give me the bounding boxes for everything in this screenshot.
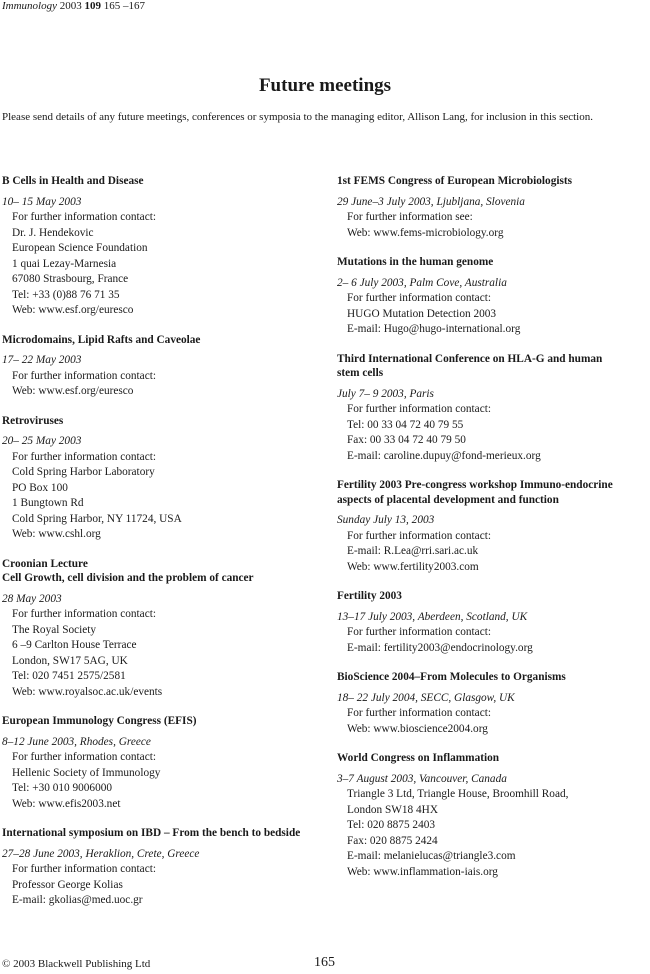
meeting-title-line: Croonian Lecture <box>2 557 88 570</box>
meeting-title <box>337 174 642 189</box>
meeting-entry <box>2 714 307 812</box>
meeting-title <box>337 670 642 685</box>
contact-line: For further information contact: <box>347 626 491 638</box>
right-column <box>337 174 642 894</box>
intro-text: Please send details of any future meetings, conferences or symposia to the managing editor, Allison Lang, for inclusion in this section. <box>2 111 593 123</box>
contact-line: Triangle 3 Ltd, Triangle House, Broomhill Road, <box>347 788 569 800</box>
meeting-date: 10– 15 May 2003 <box>2 195 82 208</box>
meeting-title-line: European Immunology Congress (EFIS) <box>2 715 197 727</box>
meeting-entry <box>337 670 642 737</box>
meeting-title-line: B Cells in Health and Disease <box>2 175 144 187</box>
contact-line: Web: www.bioscience2004.org <box>347 722 488 735</box>
meeting-date: 27–28 June 2003, Heraklion, Crete, Greece <box>2 847 200 860</box>
journal-volume: 109 <box>84 0 101 12</box>
meeting-date: 8–12 June 2003, Rhodes, Greece <box>2 735 151 748</box>
contact-line: Cold Spring Harbor, NY 11724, USA <box>12 512 182 525</box>
meeting-entry <box>337 255 642 338</box>
meeting-date: 29 June–3 July 2003, Ljubljana, Slovenia <box>337 195 525 208</box>
contact-line: Web: www.fems-microbiology.org <box>347 226 504 239</box>
meeting-title-line: Microdomains, Lipid Rafts and Caveolae <box>2 333 201 346</box>
contact-line: Web: www.efis2003.net <box>12 797 121 810</box>
contact-line: London SW18 4HX <box>347 803 438 816</box>
meeting-date: 13–17 July 2003, Aberdeen, Scotland, UK <box>337 610 528 623</box>
meeting-title <box>2 714 307 729</box>
meeting-entry <box>337 751 642 880</box>
contact-line: Tel: 00 33 04 72 40 79 55 <box>347 418 464 431</box>
contact-line: Fax: 00 33 04 72 40 79 50 <box>347 434 466 446</box>
meeting-title-line: World Congress on Inflammation <box>337 752 500 764</box>
contact-line: London, SW17 5AG, UK <box>12 654 128 667</box>
meeting-title <box>2 174 307 189</box>
meeting-title-line: aspects of placental development and function <box>337 493 559 506</box>
copyright-notice: © 2003 Blackwell Publishing Ltd <box>2 958 151 970</box>
meeting-title-line: 1st FEMS Congress of European Microbiologists <box>337 175 573 187</box>
meeting-title <box>337 352 642 381</box>
contact-line: For further information contact: <box>12 751 156 763</box>
contact-line: For further information contact: <box>12 369 156 382</box>
meeting-date: 18– 22 July 2004, SECC, Glasgow, UK <box>337 691 515 704</box>
meeting-entry <box>2 174 307 319</box>
meeting-title-line: International symposium on IBD – From the bench to bedside <box>2 827 301 839</box>
contact-line: 67080 Strasbourg, France <box>12 273 129 285</box>
contact-line: For further information contact: <box>347 529 491 542</box>
contact-line: Hellenic Society of Immunology <box>12 766 161 779</box>
contact-line: European Science Foundation <box>12 242 148 254</box>
meeting-title <box>2 826 307 841</box>
contact-line: For further information contact: <box>347 707 491 719</box>
meeting-entry <box>2 557 307 701</box>
contact-line: For further information contact: <box>12 608 156 620</box>
contact-line: 6 –9 Carlton House Terrace <box>12 639 137 651</box>
contact-line: For further information contact: <box>347 292 491 304</box>
meeting-title <box>2 333 307 348</box>
meeting-title <box>2 414 307 429</box>
contact-line: E-mail: melanielucas@triangle3.com <box>347 850 516 862</box>
journal-name: Immunology <box>2 0 57 12</box>
meeting-date: Sunday July 13, 2003 <box>337 514 435 526</box>
contact-line: PO Box 100 <box>12 481 68 494</box>
meeting-entry <box>337 478 642 575</box>
meeting-entry <box>2 333 307 400</box>
contact-line: Tel: 020 8875 2403 <box>347 819 436 831</box>
contact-line: For further information contact: <box>12 211 156 223</box>
left-column <box>2 174 307 923</box>
contact-line: Tel: 020 7451 2575/2581 <box>12 670 126 682</box>
contact-line: For further information see: <box>347 211 473 223</box>
contact-line: Professor George Kolias <box>12 878 123 891</box>
contact-line: Tel: +30 010 9006000 <box>12 782 113 794</box>
meeting-date: 3–7 August 2003, Vancouver, Canada <box>337 772 507 785</box>
running-head <box>2 0 145 12</box>
meeting-title-line: BioScience 2004–From Molecules to Organisms <box>337 671 566 683</box>
contact-line: The Royal Society <box>12 623 97 636</box>
meeting-date: 20– 25 May 2003 <box>2 435 82 447</box>
contact-line: E-mail: gkolias@med.uoc.gr <box>12 894 143 906</box>
contact-line: Web: www.fertility2003.com <box>347 560 479 573</box>
contact-line: For further information contact: <box>12 863 156 875</box>
meeting-title-line: Fertility 2003 Pre-congress workshop Immuno-endocrine <box>337 479 613 491</box>
contact-line: Dr. J. Hendekovic <box>12 226 94 239</box>
meeting-date: July 7– 9 2003, Paris <box>337 387 434 400</box>
meeting-title-line: Cell Growth, cell division and the problem of cancer <box>2 572 254 584</box>
page-number: 165 <box>314 955 335 970</box>
contact-line: Tel: +33 (0)88 76 71 35 <box>12 288 120 301</box>
contact-line: E-mail: fertility2003@endocrinology.org <box>347 641 533 654</box>
page-title: Future meetings <box>258 75 392 96</box>
contact-line: Web: www.esf.org/euresco <box>12 304 134 316</box>
meeting-title <box>337 589 642 604</box>
contact-line: Web: www.royalsoc.ac.uk/events <box>12 685 163 698</box>
meeting-date: 28 May 2003 <box>2 592 62 605</box>
meeting-entry <box>337 589 642 656</box>
meeting-title <box>2 557 307 586</box>
contact-line: For further information contact: <box>347 403 491 415</box>
meeting-title-line: Fertility 2003 <box>337 590 402 602</box>
meeting-title-line: Retroviruses <box>2 414 64 427</box>
meeting-date: 17– 22 May 2003 <box>2 354 82 366</box>
journal-year: 2003 <box>59 0 82 12</box>
meeting-title <box>337 478 642 507</box>
meeting-entry <box>2 826 307 909</box>
meeting-title-line: stem cells <box>337 367 384 379</box>
meeting-entry <box>337 174 642 241</box>
contact-line: E-mail: Hugo@hugo-international.org <box>347 323 521 335</box>
meeting-title <box>337 751 642 766</box>
meeting-title <box>337 255 642 270</box>
contact-line: Web: www.esf.org/euresco <box>12 385 134 397</box>
contact-line: 1 quai Lezay-Marnesia <box>12 257 117 270</box>
contact-line: Web: www.cshl.org <box>12 528 101 540</box>
meeting-title-line: Mutations in the human genome <box>337 256 494 268</box>
contact-line: Fax: 020 8875 2424 <box>347 834 438 847</box>
contact-line: For further information contact: <box>12 450 156 463</box>
contact-line: E-mail: R.Lea@rri.sari.ac.uk <box>347 545 479 557</box>
meeting-date: 2– 6 July 2003, Palm Cove, Australia <box>337 276 507 289</box>
meeting-title-line: Third International Conference on HLA-G and human <box>337 352 603 365</box>
meeting-entry <box>337 352 642 465</box>
meeting-entry <box>2 414 307 543</box>
contact-line: Web: www.inflammation-iais.org <box>347 865 498 878</box>
contact-line: Cold Spring Harbor Laboratory <box>12 466 155 478</box>
contact-line: HUGO Mutation Detection 2003 <box>347 307 497 320</box>
journal-pages: 165 –167 <box>103 0 145 12</box>
contact-line: 1 Bungtown Rd <box>12 497 84 509</box>
contact-line: E-mail: caroline.dupuy@fond-merieux.org <box>347 449 541 462</box>
